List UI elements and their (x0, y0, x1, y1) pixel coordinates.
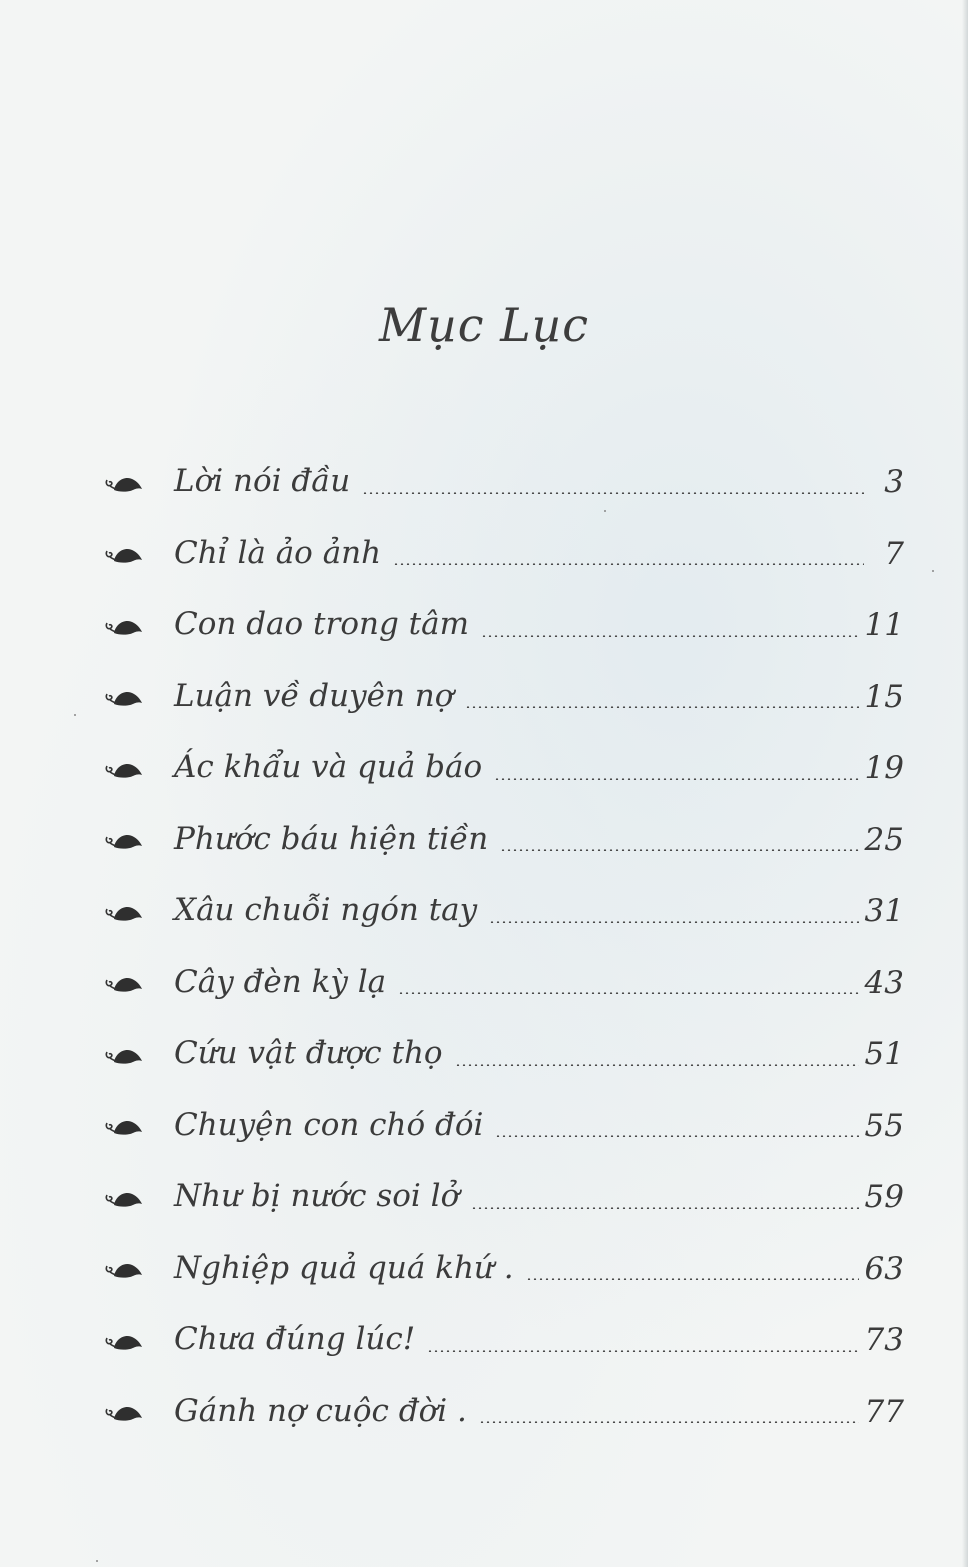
fleuron-icon (104, 1327, 146, 1357)
fleuron-icon (104, 612, 146, 642)
fleuron-icon (104, 1255, 146, 1285)
toc-entry (104, 1020, 904, 1092)
toc-entry (104, 734, 904, 806)
paper-speck (74, 714, 76, 716)
toc-entry-page: 51 (864, 1036, 904, 1073)
fleuron-icon (104, 1184, 146, 1214)
toc-entry (104, 1378, 904, 1450)
toc-entry (104, 877, 904, 949)
toc-entry-page: 77 (864, 1393, 904, 1430)
page-title: Mục Lục (378, 298, 590, 352)
toc-entry-title: Chưa đúng lúc! (174, 1321, 416, 1358)
toc-entry-page: 31 (864, 893, 904, 930)
toc-entry (104, 806, 904, 878)
toc-entry-title: Con dao trong tâm (174, 606, 469, 643)
toc-entry-title: Xâu chuỗi ngón tay (174, 892, 478, 929)
dot-leader (526, 1278, 859, 1280)
toc-entry-title: Ác khẩu và quả báo (174, 749, 483, 786)
fleuron-icon (104, 755, 146, 785)
fleuron-icon (104, 1398, 146, 1428)
toc-entry-title: Nghiệp quả quá khứ . (174, 1249, 514, 1286)
fleuron-icon (104, 1112, 146, 1142)
fleuron-icon (104, 826, 146, 856)
dot-leader (465, 706, 858, 708)
toc-entry-page: 11 (864, 607, 904, 644)
dot-leader (495, 1135, 858, 1137)
toc-entry-title: Cứu vật được thọ (174, 1035, 443, 1072)
toc-entry-page: 7 (884, 535, 904, 572)
toc-entry-page: 25 (864, 821, 904, 858)
paper-speck (96, 1560, 98, 1562)
fleuron-icon (104, 898, 146, 928)
dot-leader (362, 492, 864, 494)
dot-leader (489, 921, 858, 923)
toc-entry (104, 1235, 904, 1307)
toc-entry-page: 19 (864, 750, 904, 787)
fleuron-icon (104, 540, 146, 570)
toc-entry-page: 59 (864, 1179, 904, 1216)
dot-leader (427, 1350, 858, 1352)
fleuron-icon (104, 969, 146, 999)
dot-leader (471, 1207, 858, 1209)
toc-entry-title: Lời nói đầu (174, 463, 351, 500)
paper-speck (604, 510, 606, 512)
fleuron-icon (104, 1041, 146, 1071)
toc-entry-page: 55 (864, 1107, 904, 1144)
toc-entry (104, 448, 904, 520)
toc-entry (104, 949, 904, 1021)
dot-leader (500, 849, 858, 851)
fleuron-icon (104, 683, 146, 713)
dot-leader (455, 1064, 859, 1066)
toc-entry (104, 591, 904, 663)
page-edge-shadow (962, 0, 968, 1567)
toc-entry-title: Chỉ là ảo ảnh (174, 534, 382, 571)
toc-entry (104, 1163, 904, 1235)
paper-speck (932, 570, 934, 572)
dot-leader (479, 1421, 859, 1423)
fleuron-icon (104, 469, 146, 499)
toc-entry-page: 73 (864, 1322, 904, 1359)
toc-entry-title: Chuyện con chó đói (174, 1106, 484, 1143)
toc-entry-title: Phước báu hiện tiền (174, 820, 489, 857)
toc-entry-page: 63 (864, 1250, 904, 1287)
dot-leader (393, 563, 864, 565)
toc-entry (104, 520, 904, 592)
toc-entry-title: Như bị nước soi lở (174, 1178, 460, 1215)
toc-entry (104, 1306, 904, 1378)
toc-entry-page: 3 (884, 464, 904, 501)
toc-entry-title: Luận về duyên nợ (174, 677, 454, 714)
toc-entry-page: 43 (864, 964, 904, 1001)
toc-entry-page: 15 (864, 678, 904, 715)
toc-entry-title: Gánh nợ cuộc đời . (174, 1392, 467, 1429)
dot-leader (494, 778, 858, 780)
dot-leader (398, 992, 858, 994)
toc-entry (104, 1092, 904, 1164)
toc-entry-title: Cây đèn kỳ lạ (174, 963, 387, 1000)
table-of-contents (104, 448, 904, 1449)
toc-entry (104, 663, 904, 735)
dot-leader (481, 635, 859, 637)
